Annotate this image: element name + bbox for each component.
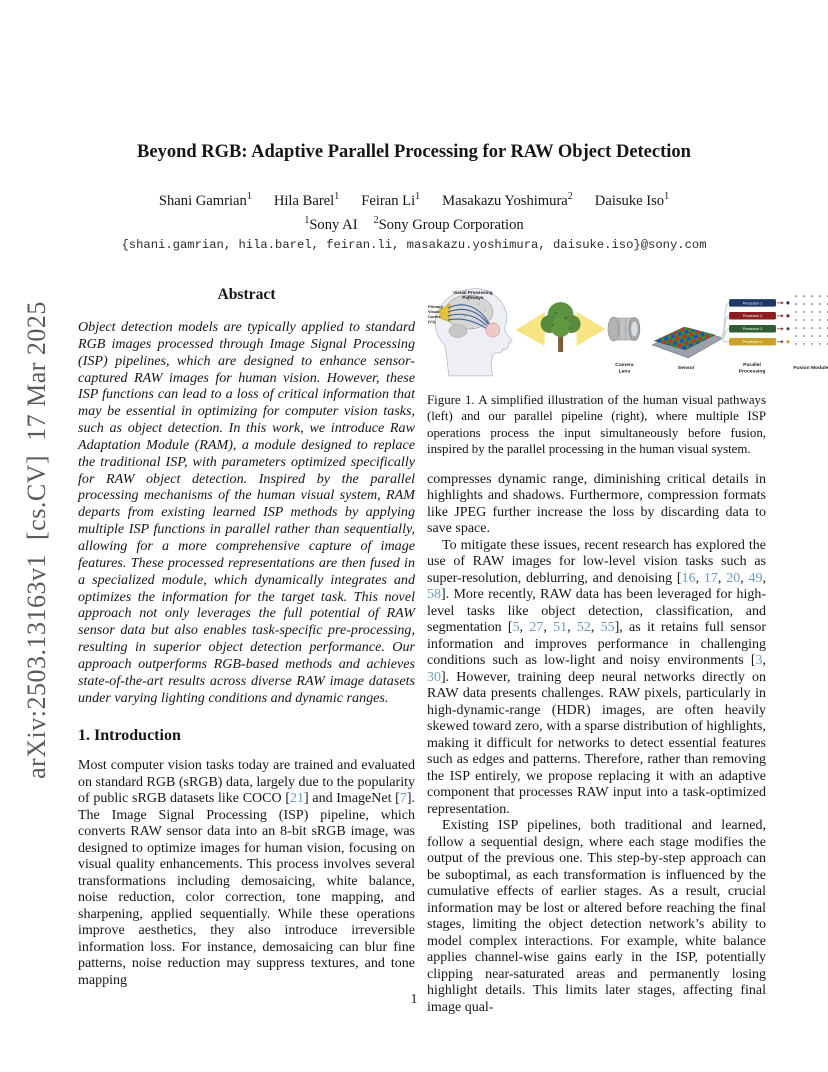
svg-text:(V1): (V1)	[427, 319, 436, 325]
page-number: 1	[410, 991, 418, 1006]
parallel-processing-label: Parallel	[743, 361, 761, 368]
svg-text:Lens: Lens	[618, 368, 631, 375]
email-line: {shani.gamrian, hila.barel, feiran.li, masakazu.yoshimura, daisuke.iso}@sony.com	[121, 238, 707, 252]
figure1-illustration	[427, 282, 828, 383]
body-paragraph: Existing ISP pipelines, both traditional and learned, follow a sequential design, where each stage modifies the output of the previous one. This step-by-step approach can be suboptimal, as each transformation is influenced by the cumulative effects of earlier stages. As a result, crucial information may be lost or altered before reaching the final stages, limiting the object detection network’s ability to model complex interactions. For example, white balance applies channel-wise gains early in the ISP, potentially clipping near-saturated areas and permanently losing highlight details. This limits later stages, affecting final image qual-	[427, 818, 766, 1015]
fusion-module-label: Fusion Module	[793, 364, 828, 371]
author: Shani Gamrian$^1$	[158, 191, 252, 209]
svg-text:Visual Processing: Visual Processing	[453, 290, 493, 296]
camera-lens-label: Camera	[615, 361, 634, 368]
light-cone-right-icon	[577, 312, 606, 346]
svg-text:Primary: Primary	[427, 304, 443, 310]
left-column	[78, 286, 415, 989]
paper-title: Beyond RGB: Adaptive Parallel Processing for RAW Object Detection	[137, 142, 691, 162]
figure1-caption: Figure 1. A simplified illustration of the human visual pathways (left) and our parallel pipeline (right), where multiple ISP operations process the input simultaneously before fusion, inspired by the parallel processing in the human visual system.	[427, 393, 766, 457]
author: Masakazu Yoshimura$^2$	[442, 191, 573, 209]
svg-text:Pathways: Pathways	[462, 295, 484, 301]
svg-text:Processor 2: Processor 2	[742, 314, 763, 319]
svg-text:Cortex: Cortex	[427, 314, 441, 320]
sensor-wires-icon	[721, 303, 729, 342]
svg-text:Processor 4: Processor 4	[742, 340, 763, 345]
light-cone-left-icon	[516, 312, 545, 346]
author: Daisuke Iso$^1$	[594, 191, 670, 209]
right-column-text	[427, 472, 766, 1017]
author: Feiran Li$^1$	[361, 191, 421, 209]
affiliation: $^1$Sony AI	[304, 215, 358, 233]
body-paragraph: compresses dynamic range, diminishing critical details in highlights and shadows. Furthermore, compression formats like JPEG further increase the loss by discarding data to save space.	[427, 471, 766, 537]
figure1-svg	[427, 282, 828, 378]
author: Hila Barel$^1$	[273, 191, 340, 209]
section-heading-introduction: 1. Introduction	[78, 727, 181, 745]
right-column	[427, 282, 828, 1016]
intro-paragraph: Most computer vision tasks today are trained and evaluated on standard RGB (sRGB) data, largely due to the popularity of public sRGB datasets like COCO [21] and ImageNet [7]. The Image Signal Processing (ISP) pipeline, which converts RAW sensor data into an 8-bit sRGB image, was designed to optimize images for human vision, focusing on visual quality enhancements. This process involves several transformations including demosaicing, white balance, noise reduction, color correction, tone mapping, and sharpening, applied sequentially. While these operations improve aesthetics, they also introduce irreversible information loss. For instance, demosaicing can blur fine patterns, noise reduction may suppress textures, and tone mapping	[78, 758, 415, 988]
sensor-label: Sensor	[677, 364, 695, 371]
camera-lens-icon	[608, 317, 640, 341]
svg-text:Processor 1: Processor 1	[742, 301, 763, 306]
svg-text:Visual: Visual	[427, 309, 440, 315]
fusion-module-dots	[786, 295, 828, 345]
author-line	[64, 191, 764, 210]
affiliation: $^2$Sony Group Corporation	[373, 215, 524, 233]
eye-icon	[486, 323, 500, 337]
processor-bars	[729, 299, 776, 345]
svg-text:Processor 3: Processor 3	[742, 327, 763, 332]
body-paragraph: To mitigate these issues, recent research has explored the use of RAW images for low-level vision tasks such as super-resolution, deblurring, and denoising [16, 17, 20, 49, 58]. More recently, RAW data has been leveraged for high-level tasks like object detection, classification, and segmentation [5, 27, 51, 52, 55], as it retains full sensor information and improves performance in challenging conditions such as low-light and noisy environments [3, 30]. However, training deep neural networks directly on RAW data presents challenges. RAW pixels, particularly in high-dynamic-range (HDR) images, are often heavily skewed toward zero, with a sparse distribution of highlights, making it difficult for networks to detect essential features such as edges and patterns. Therefore, rather than removing the ISP entirely, we propose replacing it with an adaptive component that processes RAW input into a task-optimized representation.	[427, 537, 767, 817]
affiliation-line	[84, 215, 744, 234]
svg-text:Processing: Processing	[738, 368, 766, 375]
sensor-icon	[652, 327, 723, 358]
tree-icon	[541, 302, 581, 352]
bar-arrows-icon	[777, 301, 784, 343]
abstract-heading: Abstract	[217, 286, 276, 303]
arxiv-banner: arXiv:2503.13163v1 [cs.CV] 17 Mar 2025	[22, 301, 51, 779]
abstract-text: Object detection models are typically applied to standard RGB images processed through Image Signal Processing (ISP) pipelines, which are designed to enhance sensor-captured RAW images for human vision. However, these ISP functions can lead to a loss of critical information that may be essential in optimizing for computer vision tasks, such as object detection. In this work, we introduce Raw Adaptation Module (RAM), a module designed to replace the traditional ISP, with parameters optimized specifically for RAW object detection. Inspired by the parallel processing mechanisms of the human visual system, RAM departs from existing learned ISP methods by applying multiple ISP functions in parallel rather than sequentially, allowing for a more comprehensive capture of image features. These processed representations are then fused in a specialized module, which dynamically integrates and optimizes the information for the target task. This novel approach not only leverages the full potential of RAW sensor data but also enables task-specific pre-processing, resulting in superior object detection performance. Our approach outperforms RGB-based methods and achieves state-of-the-art results across diverse RAW image datasets under varying lighting conditions and dynamic ranges.	[78, 319, 415, 706]
head-illustration	[428, 289, 512, 376]
